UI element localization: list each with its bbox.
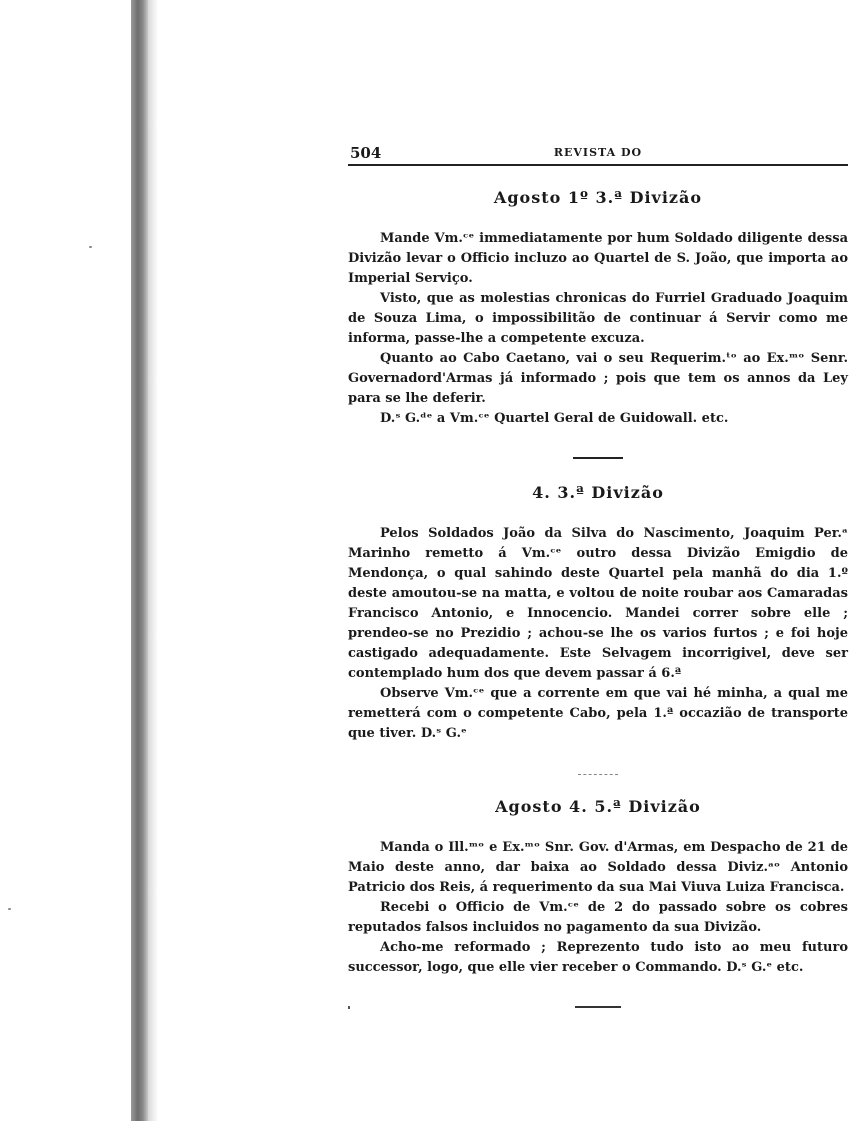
section-divider [573, 457, 623, 459]
paper-speck [8, 908, 11, 910]
paragraph: Acho-me reformado ; Reprezento tudo isto ao meu futuro successor, logo, que elle vier receber o Commando. D.ˢ G.ᵉ etc. [348, 940, 848, 975]
paragraph: Observe Vm.ᶜᵉ que a corrente em que vai hé minha, a qual me remetterá com o competente Cabo, pela 1.ª occazião de transporte que tiver. D.ˢ G.ᵉ [348, 686, 848, 741]
paragraph: Manda o Ill.ᵐᵒ e Ex.ᵐᵒ Snr. Gov. d'Armas, em Despacho de 21 de Maio deste anno, dar baixa ao Soldado dessa Diviz.ᵃᵒ Antonio Patricio dos Reis, á requerimento da sua Mai Viuva Luiza Francisca. [348, 840, 848, 895]
paragraph: Visto, que as molestias chronicas do Furriel Graduado Joaquim de Souza Lima, o impossibilitão de continuar á Servir como me informa, passe-lhe a competente excuza. [348, 291, 848, 346]
paragraph: Mande Vm.ᶜᵉ immediatamente por hum Soldado diligente dessa Divizão levar o Officio incluzo ao Quartel de S. João, que importa ao Imperial Serviço. [348, 231, 848, 286]
paragraph: Pelos Soldados João da Silva do Nascimento, Joaquim Per.ᵃ Marinho remetto á Vm.ᶜᵉ outro dessa Divizão Emigdio de Mendonça, o qual sahindo deste Quartel pela manhã do dia 1.º deste amoutou-se na matta, e voltou de noite roubar aos Camaradas Francisco Antonio, e Innocencio. Mandei correr sobre elle ; prendeo-se no Prezidio ; achou-se lhe os varios furtos ; e foi hoje castigado adequadamente. Este Selvagem incorrigivel, deve ser contemplado hum dos que devem passar á 6.ª [348, 526, 848, 681]
page-number: 504 [350, 144, 382, 162]
entry-heading: Agosto 4. 5.ª Divizão [495, 797, 701, 816]
entry-heading: 4. 3.ª Divizão [532, 483, 664, 502]
section-divider [578, 774, 618, 775]
entry-heading: Agosto 1º 3.ª Divizão [493, 188, 703, 207]
book-page [348, 138, 848, 1008]
paragraph: Recebi o Officio de Vm.ᶜᵉ de 2 do passado sobre os cobres reputados falsos incluidos no pagamento da sua Divizão. [348, 900, 848, 935]
entry-1 [348, 188, 848, 429]
book-binding-gutter [0, 0, 155, 1121]
entry-2 [348, 483, 848, 744]
running-title: REVISTA DO [553, 146, 643, 159]
paper-speck [348, 1006, 350, 1009]
section-divider [575, 1006, 621, 1008]
paragraph: Quanto ao Cabo Caetano, vai o seu Requerim.ᵗᵒ ao Ex.ᵐᵒ Senr. Governadord'Armas já informado ; pois que tem os annos da Ley para se lhe deferir. [348, 351, 848, 406]
entry-3 [348, 797, 848, 978]
running-header [348, 138, 848, 166]
paragraph: D.ˢ G.ᵈᵉ a Vm.ᶜᵉ Quartel Geral de Guidowall. etc. [380, 411, 729, 426]
paper-speck [89, 246, 92, 248]
